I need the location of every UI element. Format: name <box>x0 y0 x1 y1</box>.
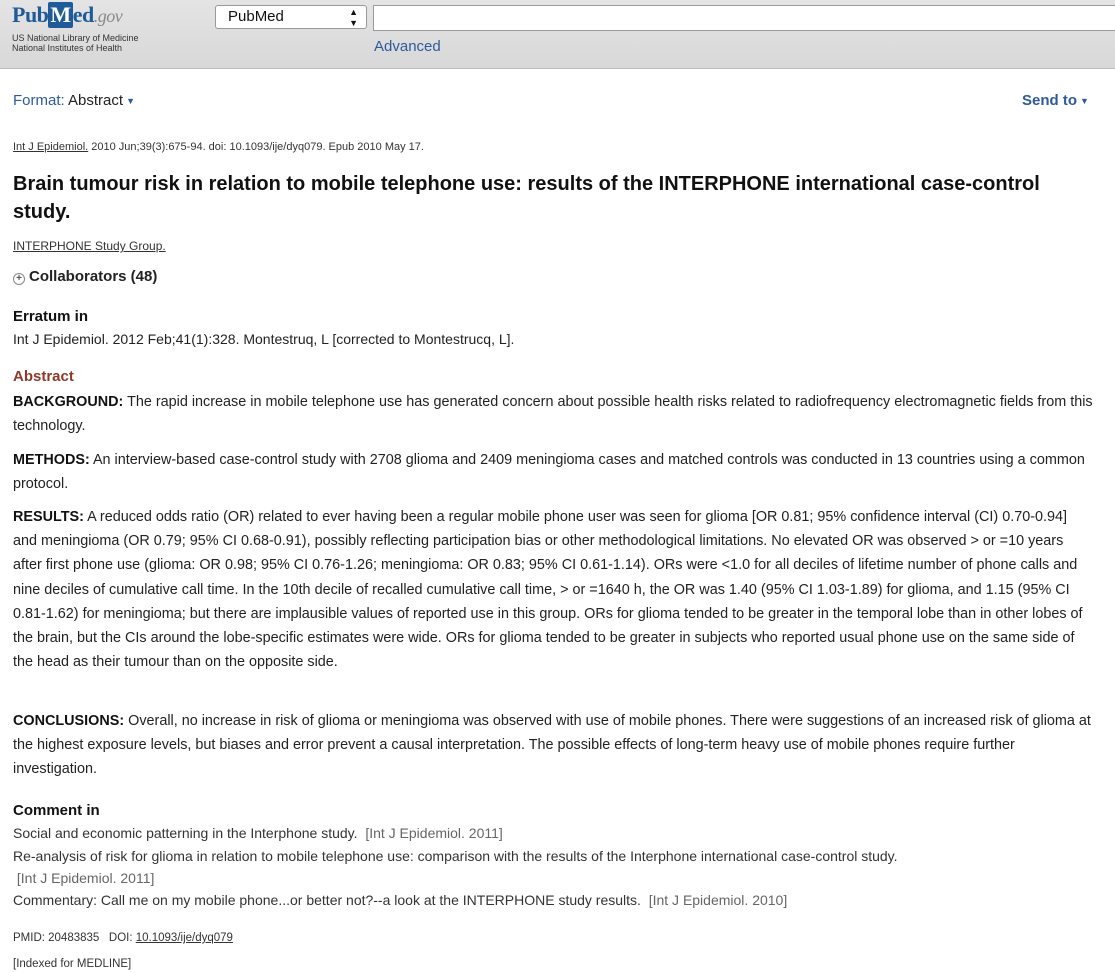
section-label: METHODS: <box>13 452 90 468</box>
send-to-label: Send to <box>1022 92 1077 109</box>
section-text: A reduced odds ratio (OR) related to ever having been a regular mobile phone user was seen for glioma [OR 0.81; 95% confidence interval (CI) 0.70-0.94] and meningioma (OR 0.79; 95% CI 0.68-0.91), possibly reflecting participation bias or other methodological limitations. No elevated OR was observed > or =10 years after first phone use (glioma: OR 0.98; 95% CI 0.76-1.26; meningioma: OR 0.83; 95% CI 0.61-1.14). ORs were <1.0 for all deciles of lifetime number of phone calls and nine deciles of cumulative call time. In the 10th decile of recalled cumulative call time, > or =1640 h, the OR was 1.40 (95% CI 1.03-1.89) for glioma, and 1.15 (95% CI 0.81-1.62) for meningioma; but there are implausible values of reported use in this group. ORs for glioma tended to be greater in the temporal lobe than in other lobes of the brain, but the CIs around the lobe-specific estimates were wide. ORs for glioma tended to be greater in subjects who reported usual phone use on the same side of the head as their tumour than on the opposite side. <box>13 509 1083 671</box>
database-select-value: PubMed <box>228 8 284 25</box>
article-ids <box>13 932 233 944</box>
advanced-search-link[interactable]: Advanced <box>374 38 441 55</box>
logo-word-left: Pub <box>12 2 49 27</box>
comment-source: [Int J Epidemiol. 2011] <box>365 825 503 841</box>
collaborators-label: Collaborators (48) <box>29 268 158 285</box>
pmid: PMID: 20483835 <box>13 932 100 944</box>
send-to-menu[interactable] <box>1022 92 1089 109</box>
logo-tld: .gov <box>93 6 123 26</box>
comment-source: [Int J Epidemiol. 2011] <box>16 870 155 886</box>
journal-link[interactable]: Int J Epidemiol. <box>13 141 89 153</box>
section-text: An interview-based case-control study with 2708 glioma and 2409 meningioma cases and matched controls was conducted in 13 countries using a common protocol. <box>13 452 1085 493</box>
article-title: Brain tumour risk in relation to mobile telephone use: results of the INTERPHONE international case-control study. <box>13 173 1040 223</box>
format-selector[interactable]: Format: Abstract ▼ <box>13 92 135 109</box>
author-link[interactable]: INTERPHONE Study Group. <box>13 239 166 253</box>
comment-item[interactable] <box>13 845 1073 889</box>
site-header <box>0 0 1115 69</box>
section-text: The rapid increase in mobile telephone use has generated concern about possible health risks related to radiofrequency electromagnetic fields from this technology. <box>13 394 1093 435</box>
select-arrows-icon: ▲ ▼ <box>349 7 358 28</box>
citation-line <box>13 141 424 153</box>
abstract-conclusions <box>13 709 1093 782</box>
collaborators-toggle[interactable] <box>13 268 157 285</box>
format-label: Format <box>13 92 61 109</box>
comment-item[interactable] <box>13 822 503 844</box>
erratum-heading: Erratum in <box>13 308 89 325</box>
abstract-heading: Abstract <box>13 368 74 385</box>
expand-plus-icon: + <box>13 273 25 285</box>
comment-heading: Comment in <box>13 802 100 819</box>
section-label: BACKGROUND: <box>13 394 124 410</box>
comment-title: Re-analysis of risk for glioma in relation to mobile telephone use: comparison with the results of the Interphone international case-control study. <box>13 848 898 864</box>
indexed-note: [Indexed for MEDLINE] <box>13 958 132 970</box>
chevron-down-icon: ▼ <box>1080 96 1089 107</box>
comment-source: [Int J Epidemiol. 2010] <box>648 892 788 908</box>
logo-subtitle-1: US National Library of Medicine <box>12 33 139 43</box>
abstract-methods <box>13 448 1093 496</box>
section-label: RESULTS: <box>13 509 84 525</box>
logo-word-box: M <box>50 2 71 27</box>
section-text: Overall, no increase in risk of glioma or meningioma was observed with use of mobile phones. There were suggestions of an increased risk of glioma at the highest exposure levels, but biases and error prevent a causal interpretation. The possible effects of long-term heavy use of mobile phones require further investigation. <box>13 713 1091 778</box>
format-value: Abstract <box>68 92 124 109</box>
database-select[interactable] <box>215 5 367 29</box>
abstract-background <box>13 390 1093 438</box>
chevron-down-icon: ▼ <box>126 96 135 107</box>
comment-item[interactable] <box>13 889 787 911</box>
abstract-results <box>13 505 1093 674</box>
section-label: CONCLUSIONS: <box>13 713 125 729</box>
doi-label: DOI: <box>108 932 133 944</box>
logo-word-right: ed <box>72 2 94 27</box>
doi-link[interactable]: 10.1093/ije/dyq079 <box>135 932 233 944</box>
citation-details: 2010 Jun;39(3):675-94. doi: 10.1093/ije/dyq079. Epub 2010 May 17. <box>91 141 424 153</box>
search-input[interactable] <box>373 5 1115 31</box>
comment-title: Social and economic patterning in the Interphone study. <box>13 825 358 841</box>
pubmed-logo[interactable] <box>12 2 182 64</box>
comment-title: Commentary: Call me on my mobile phone...or better not?--a look at the INTERPHONE study results. <box>13 892 641 908</box>
erratum-text: Int J Epidemiol. 2012 Feb;41(1):328. Montestruq, L [corrected to Montestrucq, L]. <box>13 331 515 347</box>
logo-subtitle-2: National Institutes of Health <box>12 43 123 53</box>
